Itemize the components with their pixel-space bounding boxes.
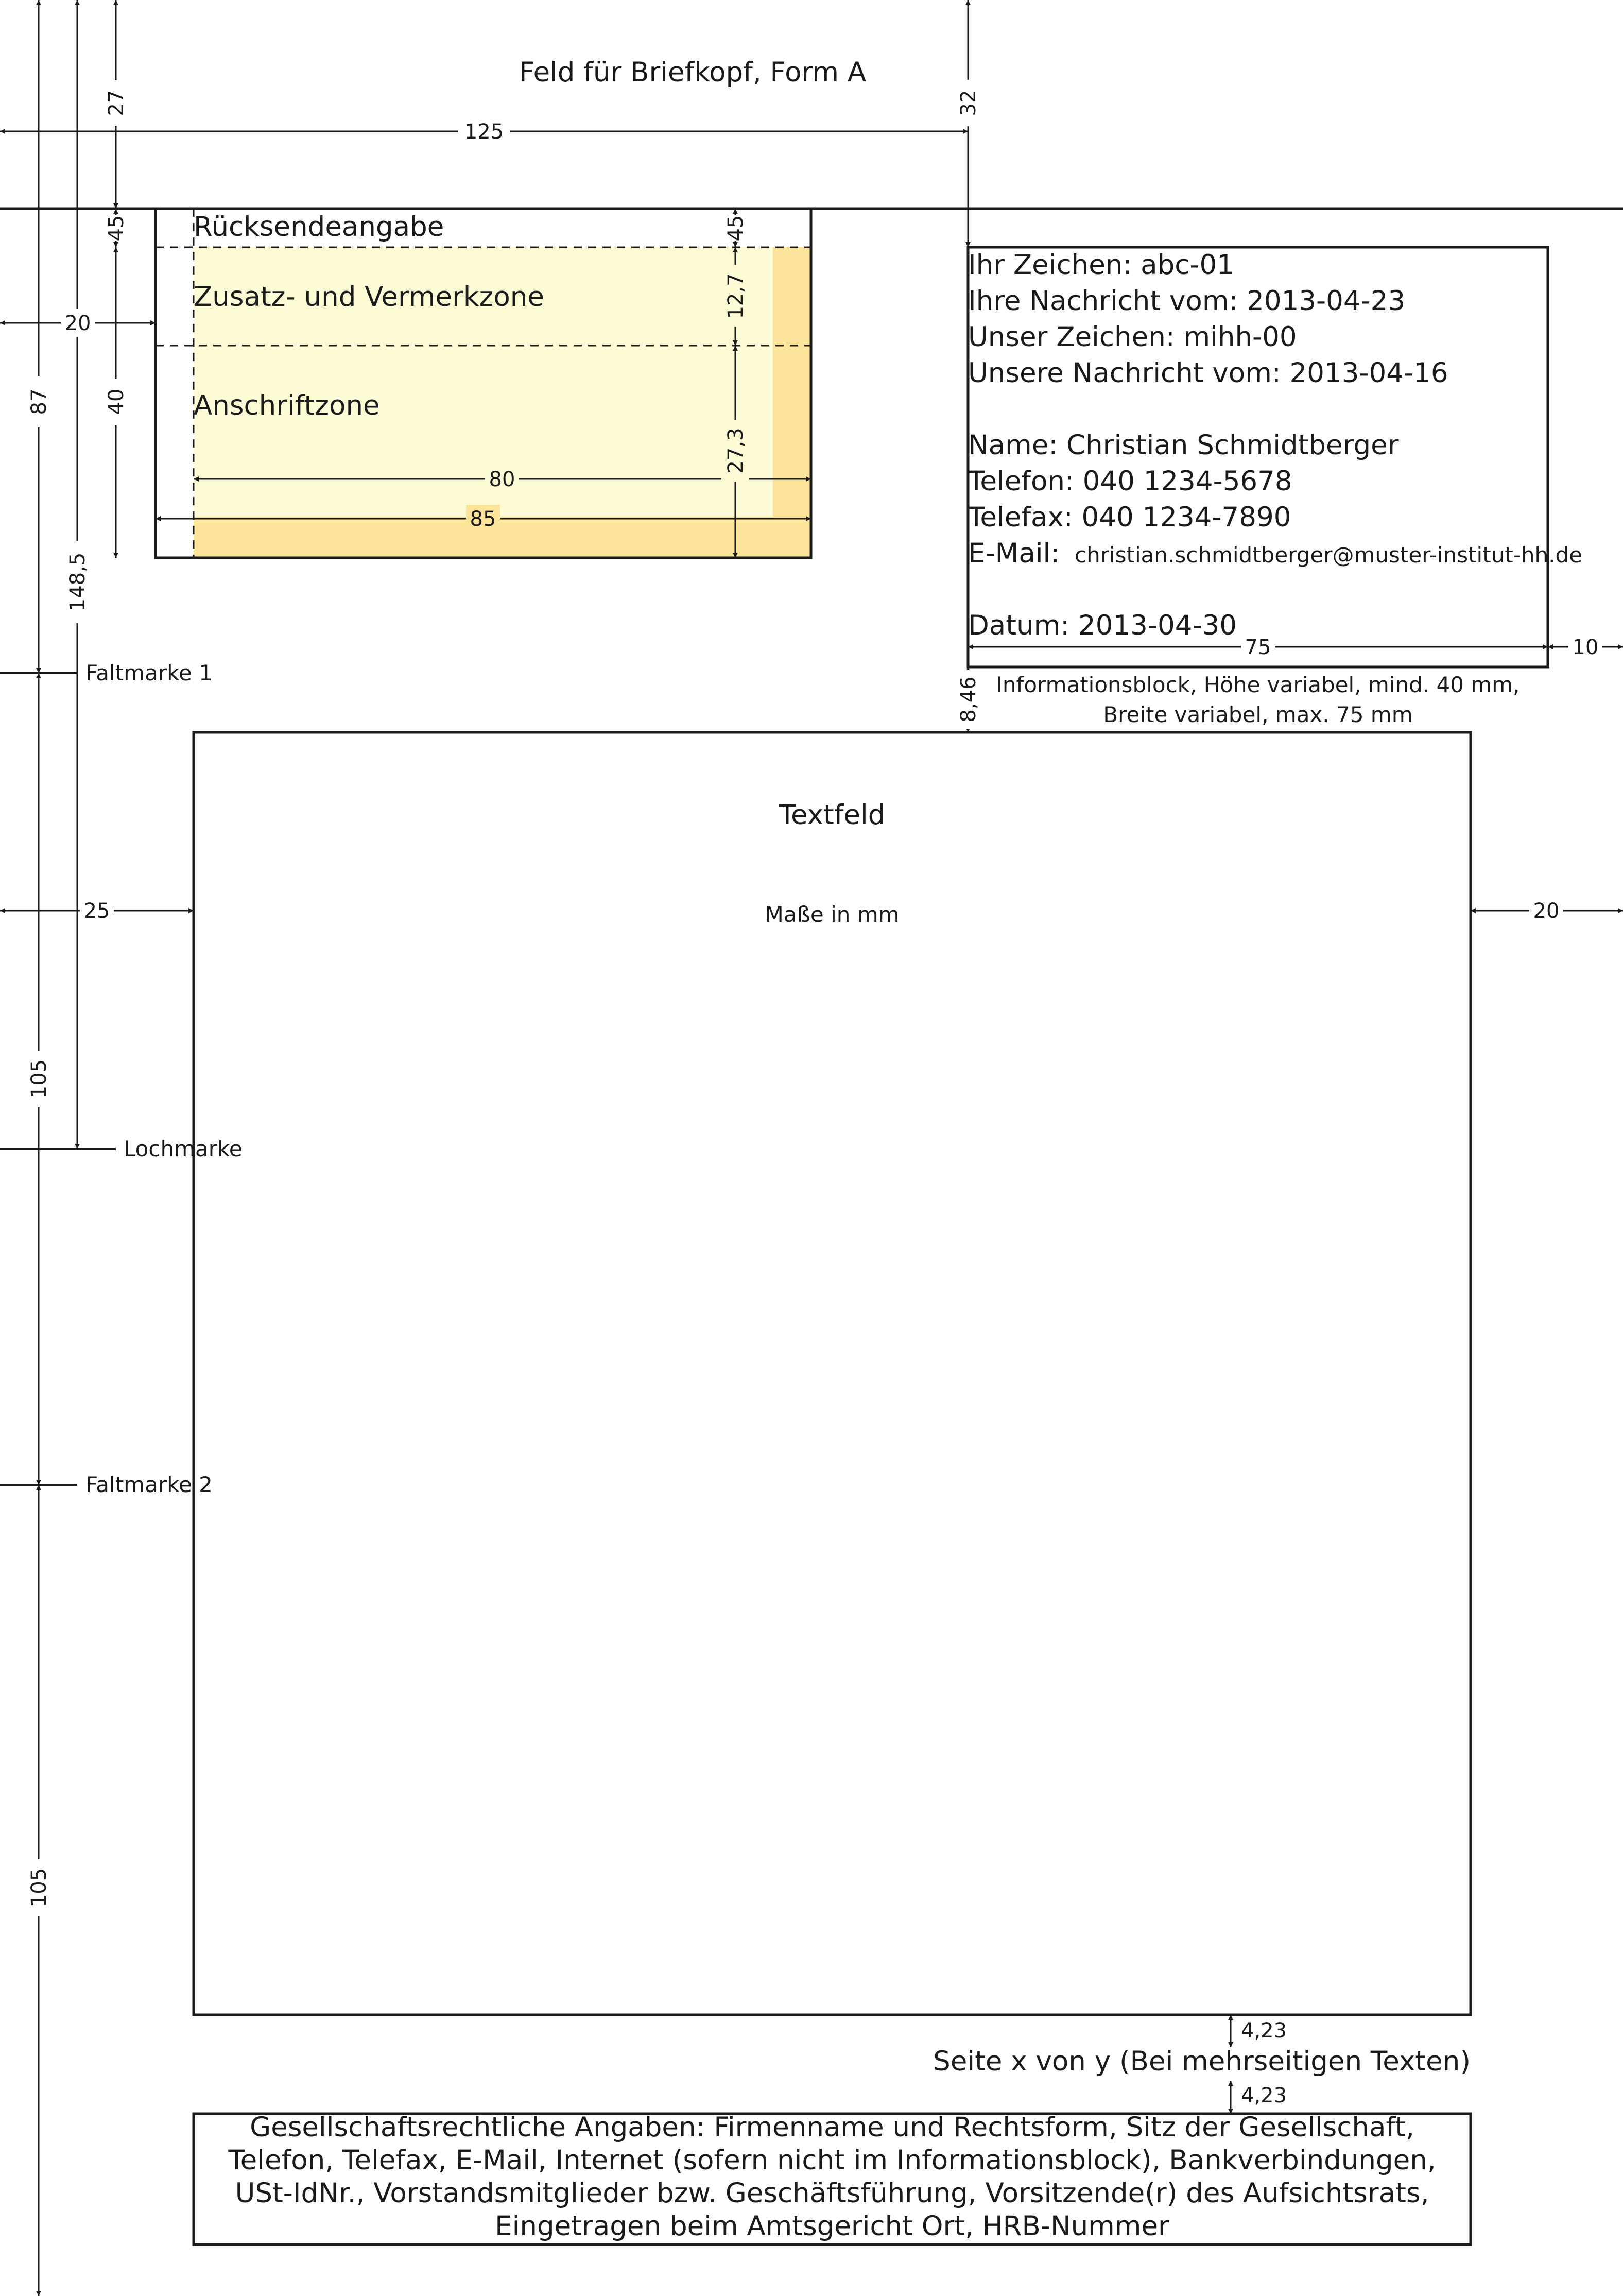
return-address-label: Rücksendeangabe <box>194 211 444 243</box>
units-note: Maße in mm <box>765 902 900 927</box>
dim-27-label: 27 <box>105 90 128 116</box>
dim-4-23-lower-label: 4,23 <box>1241 2084 1287 2107</box>
dim-25-label: 25 <box>83 899 110 923</box>
info-caption-line-2: Breite variabel, max. 75 mm <box>1103 702 1413 727</box>
fold-mark-1-label: Faltmarke 1 <box>85 660 213 686</box>
dim-45-right-label: 45 <box>724 215 748 242</box>
dim-20-left-label: 20 <box>64 312 91 335</box>
dim-125-label: 125 <box>464 120 504 144</box>
text-field-label: Textfeld <box>779 799 886 831</box>
info-fax: Telefax: 040 1234-7890 <box>968 502 1291 533</box>
dim-27-3-label: 27,3 <box>724 427 748 474</box>
dim-80-label: 80 <box>489 468 515 491</box>
supplement-zone-label: Zusatz- und Vermerkzone <box>194 281 545 313</box>
letterhead-label: Feld für Briefkopf, Form A <box>519 57 867 88</box>
info-our-message-date: Unsere Nachricht vom: 2013-04-16 <box>968 357 1448 389</box>
info-email-label: E-Mail: <box>968 538 1060 569</box>
page-number-label: Seite x von y (Bei mehrseitigen Texten) <box>933 2046 1471 2077</box>
info-email <box>968 538 1582 569</box>
dim-45-left-label: 45 <box>105 215 128 242</box>
dim-12-7-label: 12,7 <box>724 273 748 319</box>
info-block-text <box>968 249 1582 641</box>
info-your-message-date: Ihre Nachricht vom: 2013-04-23 <box>968 285 1406 317</box>
info-email-value: christian.schmidtberger@muster-institut-hh.de <box>1074 542 1583 568</box>
info-caption-line-1: Informationsblock, Höhe variabel, mind. 40 mm, <box>996 672 1520 697</box>
info-date: Datum: 2013-04-30 <box>968 610 1237 641</box>
dim-105-lower-label: 105 <box>27 1867 51 1908</box>
info-your-reference: Ihr Zeichen: abc-01 <box>968 249 1234 281</box>
dim-20-right-label: 20 <box>1533 899 1560 923</box>
dim-8-46-label: 8,46 <box>957 676 980 723</box>
dim-75-label: 75 <box>1245 636 1271 659</box>
dim-105-upper-label: 105 <box>27 1059 51 1099</box>
dim-10-label: 10 <box>1572 636 1599 659</box>
footer-line-1: Gesellschaftsrechtliche Angaben: Firmenname und Rechtsform, Sitz der Gesellschaft, <box>250 2112 1414 2143</box>
dim-148-5-label: 148,5 <box>66 552 90 612</box>
dim-87-label: 87 <box>27 388 51 415</box>
footer-line-2: Telefon, Telefax, E-Mail, Internet (sofern nicht im Informationsblock), Bankverbindungen, <box>228 2145 1436 2176</box>
footer-line-4: Eingetragen beim Amtsgericht Ort, HRB-Nummer <box>495 2211 1169 2242</box>
dim-85-label: 85 <box>470 507 496 531</box>
info-name: Name: Christian Schmidtberger <box>968 430 1399 461</box>
fold-mark-2-label: Faltmarke 2 <box>85 1472 213 1497</box>
footer-line-3: USt-IdNr., Vorstandsmitglieder bzw. Geschäftsführung, Vorsitzende(r) des Aufsichtsrats, <box>235 2178 1429 2209</box>
punch-mark-label: Lochmarke <box>124 1136 243 1161</box>
dim-32-label: 32 <box>957 90 980 116</box>
address-zone-highlight-right <box>773 247 811 558</box>
info-our-reference: Unser Zeichen: mihh-00 <box>968 321 1297 353</box>
address-zone-highlight-bottom <box>194 517 811 558</box>
footer-text <box>228 2112 1436 2242</box>
dim-4-23-upper-label: 4,23 <box>1241 2019 1287 2043</box>
dim-40-label: 40 <box>105 388 128 415</box>
address-zone-label: Anschriftzone <box>194 390 380 421</box>
info-phone: Telefon: 040 1234-5678 <box>968 466 1292 497</box>
